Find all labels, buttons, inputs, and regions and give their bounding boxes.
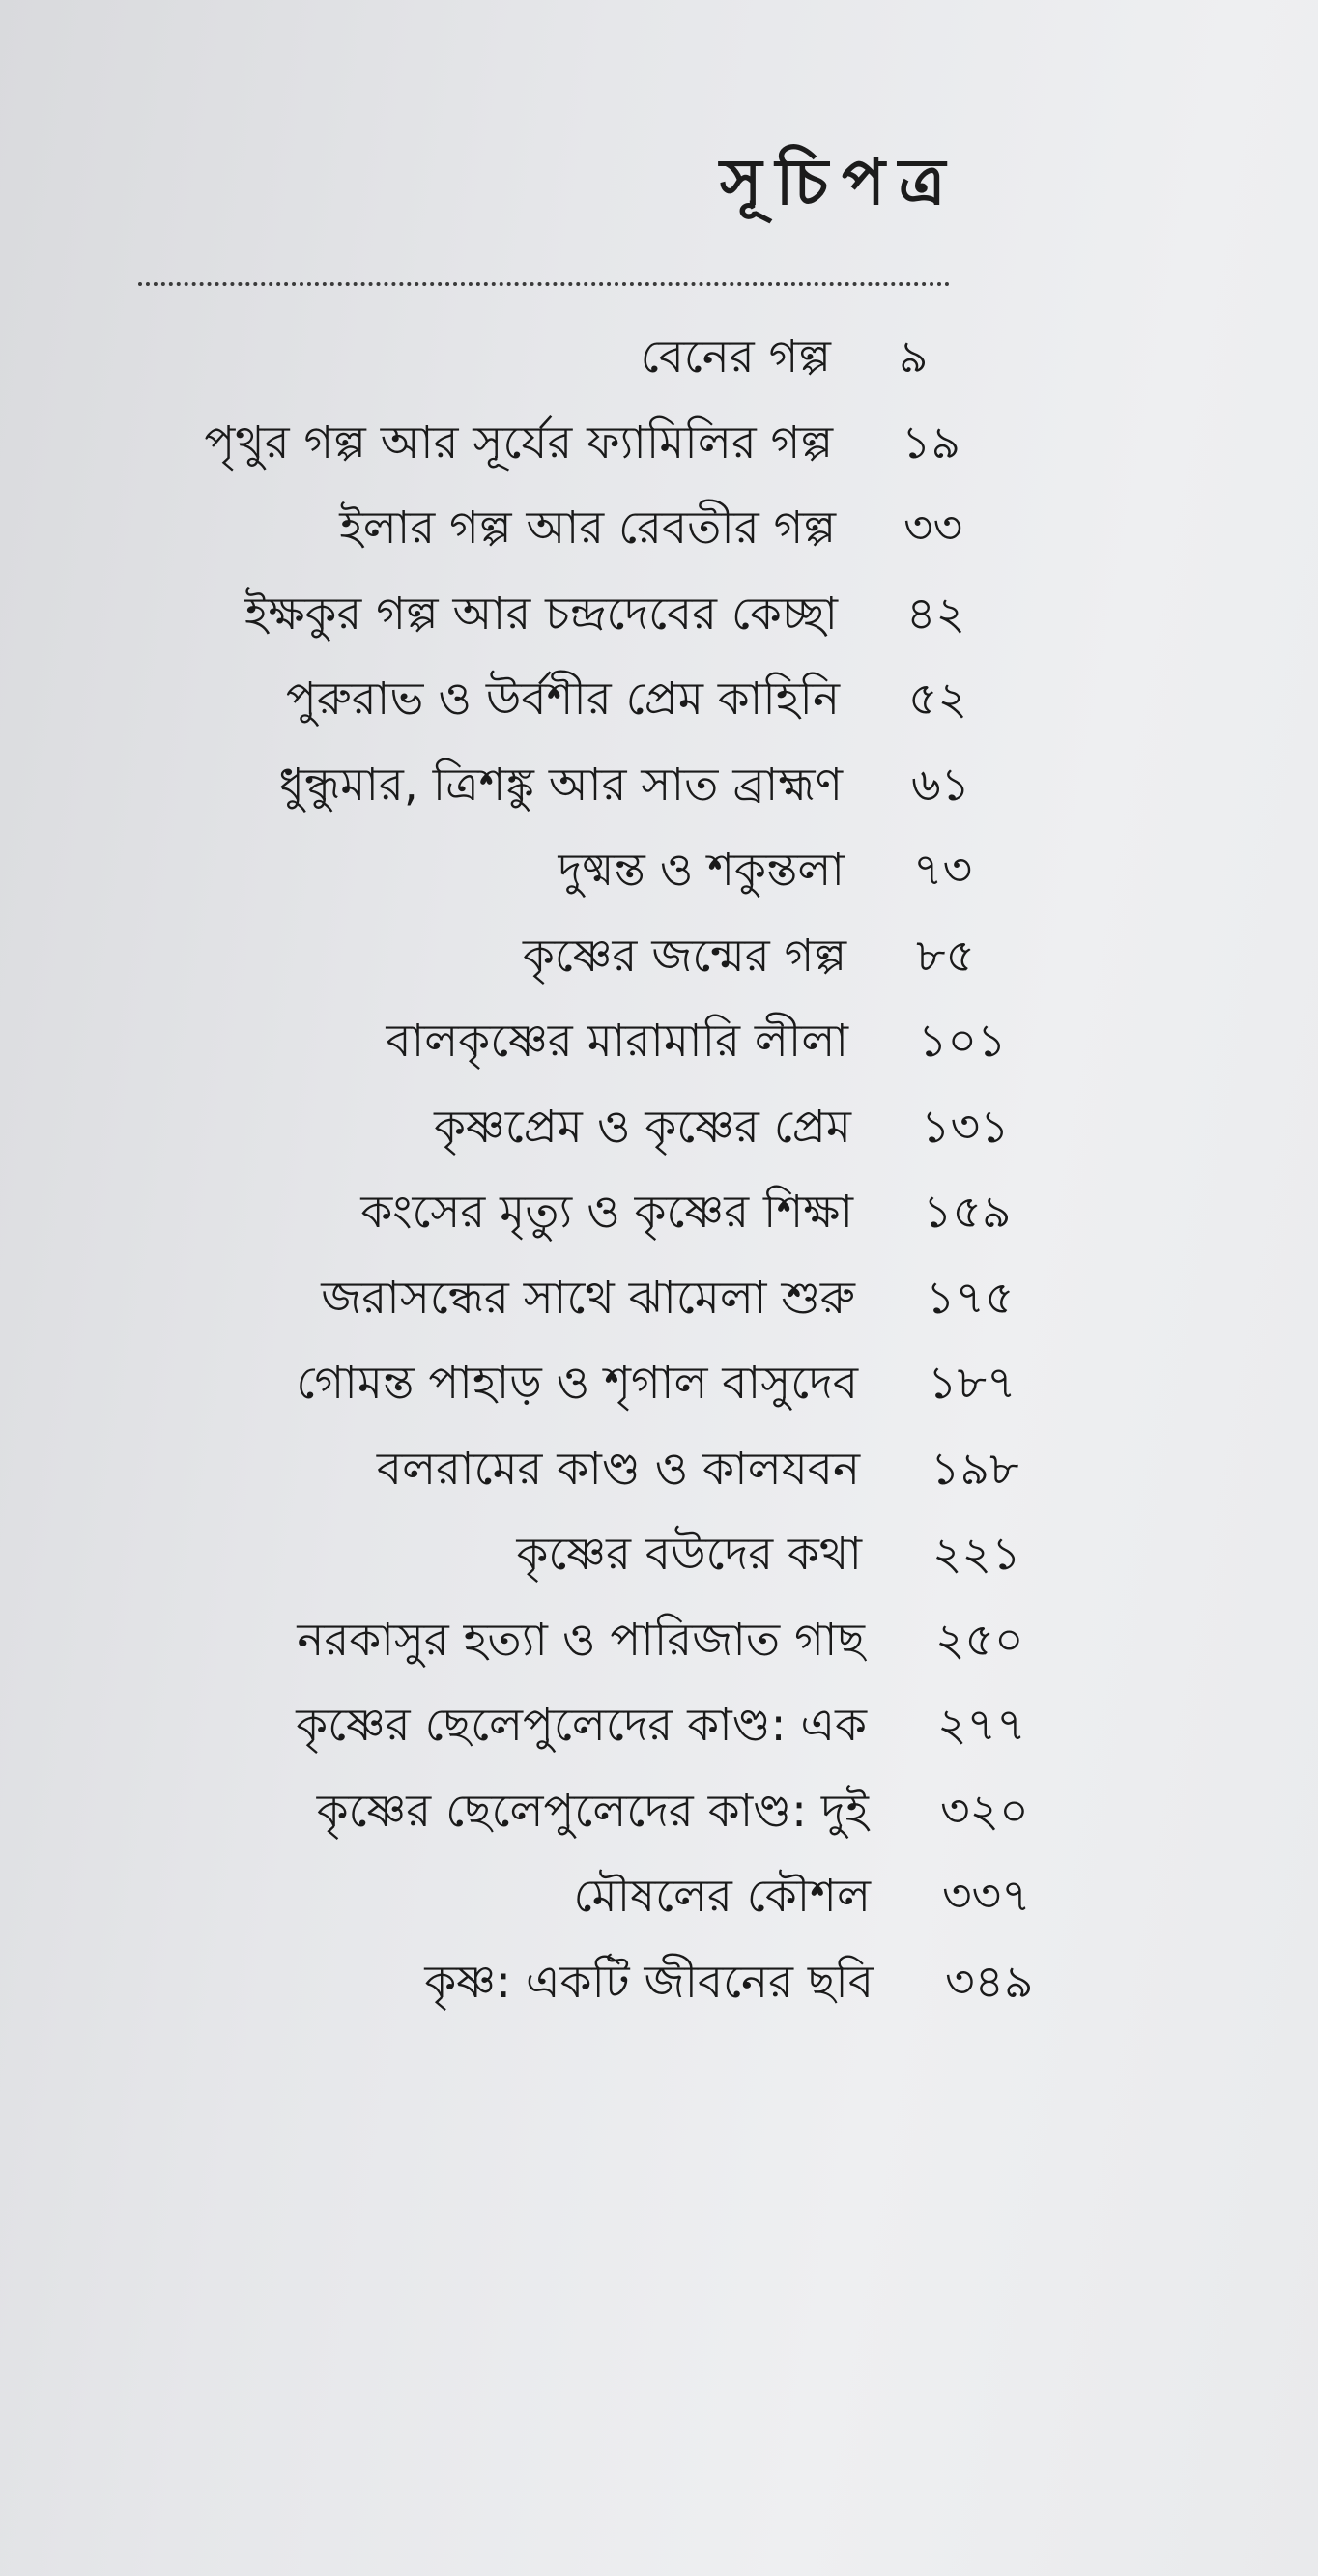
page-title: সূচিপত্র [720, 145, 960, 219]
toc-entry-title: বলরামের কাণ্ড ও কালযবন [376, 1442, 860, 1496]
toc-entry-page-number: ৩২০ [940, 1784, 1029, 1838]
toc-entry-page-number: ৪২ [906, 587, 966, 641]
toc-entry-page-number: ৬১ [911, 758, 971, 812]
dotted-divider [138, 282, 950, 286]
toc-entry [0, 1431, 1318, 1508]
toc-entry-title: কৃষ্ণের ছেলেপুলেদের কাণ্ড: এক [296, 1699, 867, 1752]
toc-entry-page-number: ২৫০ [935, 1613, 1024, 1667]
toc-entry-title: বেনের গল্প [640, 330, 831, 384]
toc-entry [0, 832, 1318, 909]
toc-entry-page-number: ৭৩ [913, 844, 973, 897]
toc-entry [0, 1174, 1318, 1251]
toc-entry-page-number: ৩৩৭ [942, 1870, 1031, 1923]
toc-entry [0, 1773, 1318, 1850]
toc-entry [0, 1260, 1318, 1337]
toc-entry-title: বালকৃষ্ণের মারামারি লীলা [386, 1015, 848, 1068]
toc-entry-page-number: ১৩১ [921, 1100, 1010, 1154]
toc-entry [0, 576, 1318, 653]
toc-entry-page-number: ১০১ [918, 1015, 1007, 1068]
toc-entry [0, 918, 1318, 995]
toc-entry-title: পৃথুর গল্প আর সূর্যের ফ্যামিলির গল্প [204, 415, 833, 470]
toc-entry-page-number: ৩৪৯ [945, 1955, 1034, 2009]
toc-entry-title: মৌষলের কৌশল [573, 1870, 871, 1923]
toc-entry-title: গোমন্ত পাহাড় ও শৃগাল বাসুদেব [296, 1357, 858, 1410]
toc-entry-title: কংসের মৃত্যু ও কৃষ্ণের শিক্ষা [360, 1186, 853, 1239]
toc-entry-title: ধুন্ধুমার, ত্রিশঙ্কু আর সাত ব্রাহ্মণ [278, 758, 843, 812]
toc-entry-title: নরকাসুর হত্যা ও পারিজাত গাছ [297, 1613, 865, 1667]
toc-entry-page-number: ১৯৮ [931, 1442, 1019, 1496]
toc-entry [0, 1345, 1318, 1422]
toc-entry [0, 405, 1318, 482]
toc-entry-page-number: ৯ [899, 330, 929, 384]
toc-entry [0, 747, 1318, 824]
toc-entry [0, 661, 1318, 738]
toc-entry-page-number: ১৮৭ [928, 1357, 1017, 1410]
toc-entry-page-number: ১৭৫ [926, 1271, 1015, 1325]
toc-entry [0, 490, 1318, 567]
toc-entry-title: কৃষ্ণের জন্মের গল্প [522, 929, 846, 983]
toc-entry-title: কৃষ্ণ: একটি জীবনের ছবি [424, 1955, 874, 2009]
toc-entry [0, 1687, 1318, 1764]
toc-entry [0, 1602, 1318, 1679]
toc-entry-title: কৃষ্ণের ছেলেপুলেদের কাণ্ড: দুই [316, 1784, 869, 1838]
toc-entry-page-number: ৫২ [908, 673, 968, 726]
toc-entry [0, 319, 1318, 396]
toc-entry-page-number: ২২১ [932, 1528, 1021, 1581]
toc-entry-page-number: ৩৩ [903, 501, 963, 555]
toc-entry [0, 1858, 1318, 1935]
toc-entry-title: কৃষ্ণের বউদের কথা [516, 1528, 862, 1581]
toc-entry-title: জরাসন্ধের সাথে ঝামেলা শুরু [321, 1271, 855, 1325]
toc-entry [0, 1089, 1318, 1166]
toc-entry-page-number: ১৯ [902, 415, 960, 470]
toc-entry-title: পুরুরাভ ও উর্বশীর প্রেম কাহিনি [285, 673, 840, 726]
toc-entry-page-number: ১৫৯ [923, 1186, 1012, 1239]
toc-entry-page-number: ২৭৭ [937, 1699, 1026, 1752]
toc-entry-title: কৃষ্ণপ্রেম ও কৃষ্ণের প্রেম [434, 1100, 851, 1154]
toc-entry [0, 1944, 1318, 2021]
toc-entry-page-number: ৮৫ [916, 929, 975, 983]
toc-entry [0, 1516, 1318, 1593]
toc-entry-title: ইক্ষকুর গল্প আর চন্দ্রদেবের কেচ্ছা [244, 587, 838, 641]
toc-entry [0, 1003, 1318, 1080]
toc-entry-title: দুষ্মন্ত ও শকুন্তলা [558, 844, 845, 897]
toc-entry-title: ইলার গল্প আর রেবতীর গল্প [339, 501, 836, 555]
